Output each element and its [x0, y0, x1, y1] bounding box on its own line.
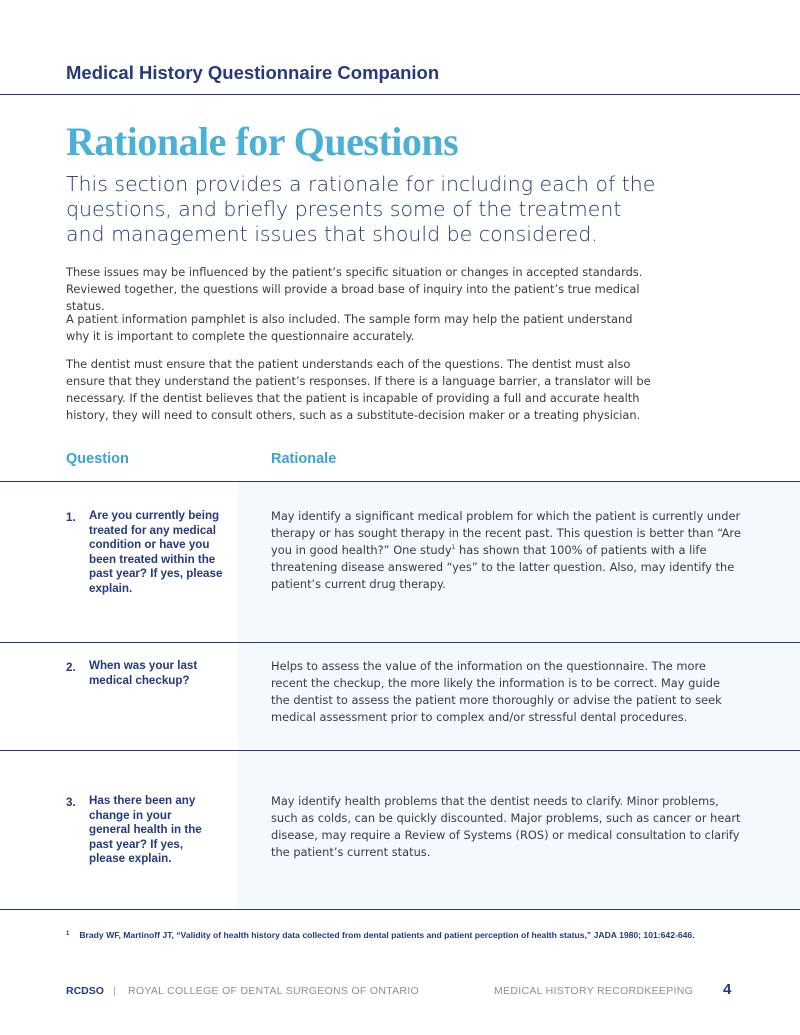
paragraph-2: A patient information pamphlet is also included. The sample form may help the patient understand why it is important to complete the questionnaire accurately.	[66, 312, 633, 343]
page-footer	[66, 983, 746, 999]
table-divider	[0, 750, 800, 751]
footnote-reference: 1	[451, 544, 456, 551]
question-column-header: Question	[66, 451, 129, 467]
table-divider	[0, 481, 800, 482]
rationale-text: May identify health problems that the dentist needs to clarify. Minor problems, such as colds, can be quickly discounted. Major problems, such as cancer or heart disease, may require a Review of Systems (ROS) or medical consultation to clarify the patient’s current status.	[271, 794, 741, 859]
header-title: Medical History Questionnaire Companion	[66, 62, 440, 83]
question-number: 2.	[66, 661, 76, 674]
footnote-mark: 1	[66, 931, 70, 937]
page-title: Rationale for Questions	[66, 119, 459, 164]
question-text: When was your last medical checkup?	[89, 659, 198, 687]
question-text: Are you currently being treated for any medical condition or have you been treated within the past year? If yes, please explain.	[89, 509, 223, 595]
rationale-text: May identify a significant medical problem for which the patient is currently under therapy or has sought therapy in the recent past. This question is better than “Are you in good health?” One study$^1$ has shown that 100% of patients with a life threatening disease answered “yes” to the latter question. Also, may identify the patient’s current drug therapy.	[271, 509, 741, 591]
page-number: 4	[723, 981, 732, 998]
rationale-column-header: Rationale	[271, 451, 337, 467]
footnote-text: Brady WF, Martinoff JT, “Validity of health history data collected from dental patients and patient perception of health status,” JADA 1980; 101:642-646.	[79, 930, 695, 940]
footnote	[66, 930, 766, 940]
paragraph-1: These issues may be influenced by the patient’s specific situation or changes in accepted standards. Reviewed together, the questions will provide a broad base of inquiry into the patient’s true medical status.	[66, 265, 643, 313]
rationale-text: Helps to assess the value of the information on the questionnaire. The more recent the checkup, the more likely the information is to be correct. May guide the dentist to assess the patient more thoroughly or advise the patient to seek medical assessment prior to complex and/or stressful dental procedures.	[271, 659, 722, 724]
header-divider	[0, 94, 800, 95]
question-text: Has there been any change in your general health in the past year? If yes, please explain.	[89, 794, 202, 865]
intro-text: This section provides a rationale for including each of the questions, and briefly presents some of the treatment and management issues that should be considered.	[66, 172, 656, 246]
table-divider	[0, 642, 800, 643]
question-number: 3.	[66, 796, 76, 809]
footer-section-name: MEDICAL HISTORY RECORDKEEPING	[494, 985, 694, 997]
footer-separator: |	[113, 985, 116, 997]
question-number: 1.	[66, 511, 76, 524]
table-divider	[0, 909, 800, 910]
footer-org-abbreviation: RCDSO	[66, 985, 104, 997]
footer-org-name: ROYAL COLLEGE OF DENTAL SURGEONS OF ONTARIO	[128, 985, 420, 997]
paragraph-3: The dentist must ensure that the patient understands each of the questions. The dentist must also ensure that they understand the patient’s responses. If there is a language barrier, a translator will be necessary. If the dentist believes that the patient is incapable of providing a full and accurate health history, they will need to consult others, such as a substitute-decision maker or a treating physician.	[66, 357, 651, 422]
